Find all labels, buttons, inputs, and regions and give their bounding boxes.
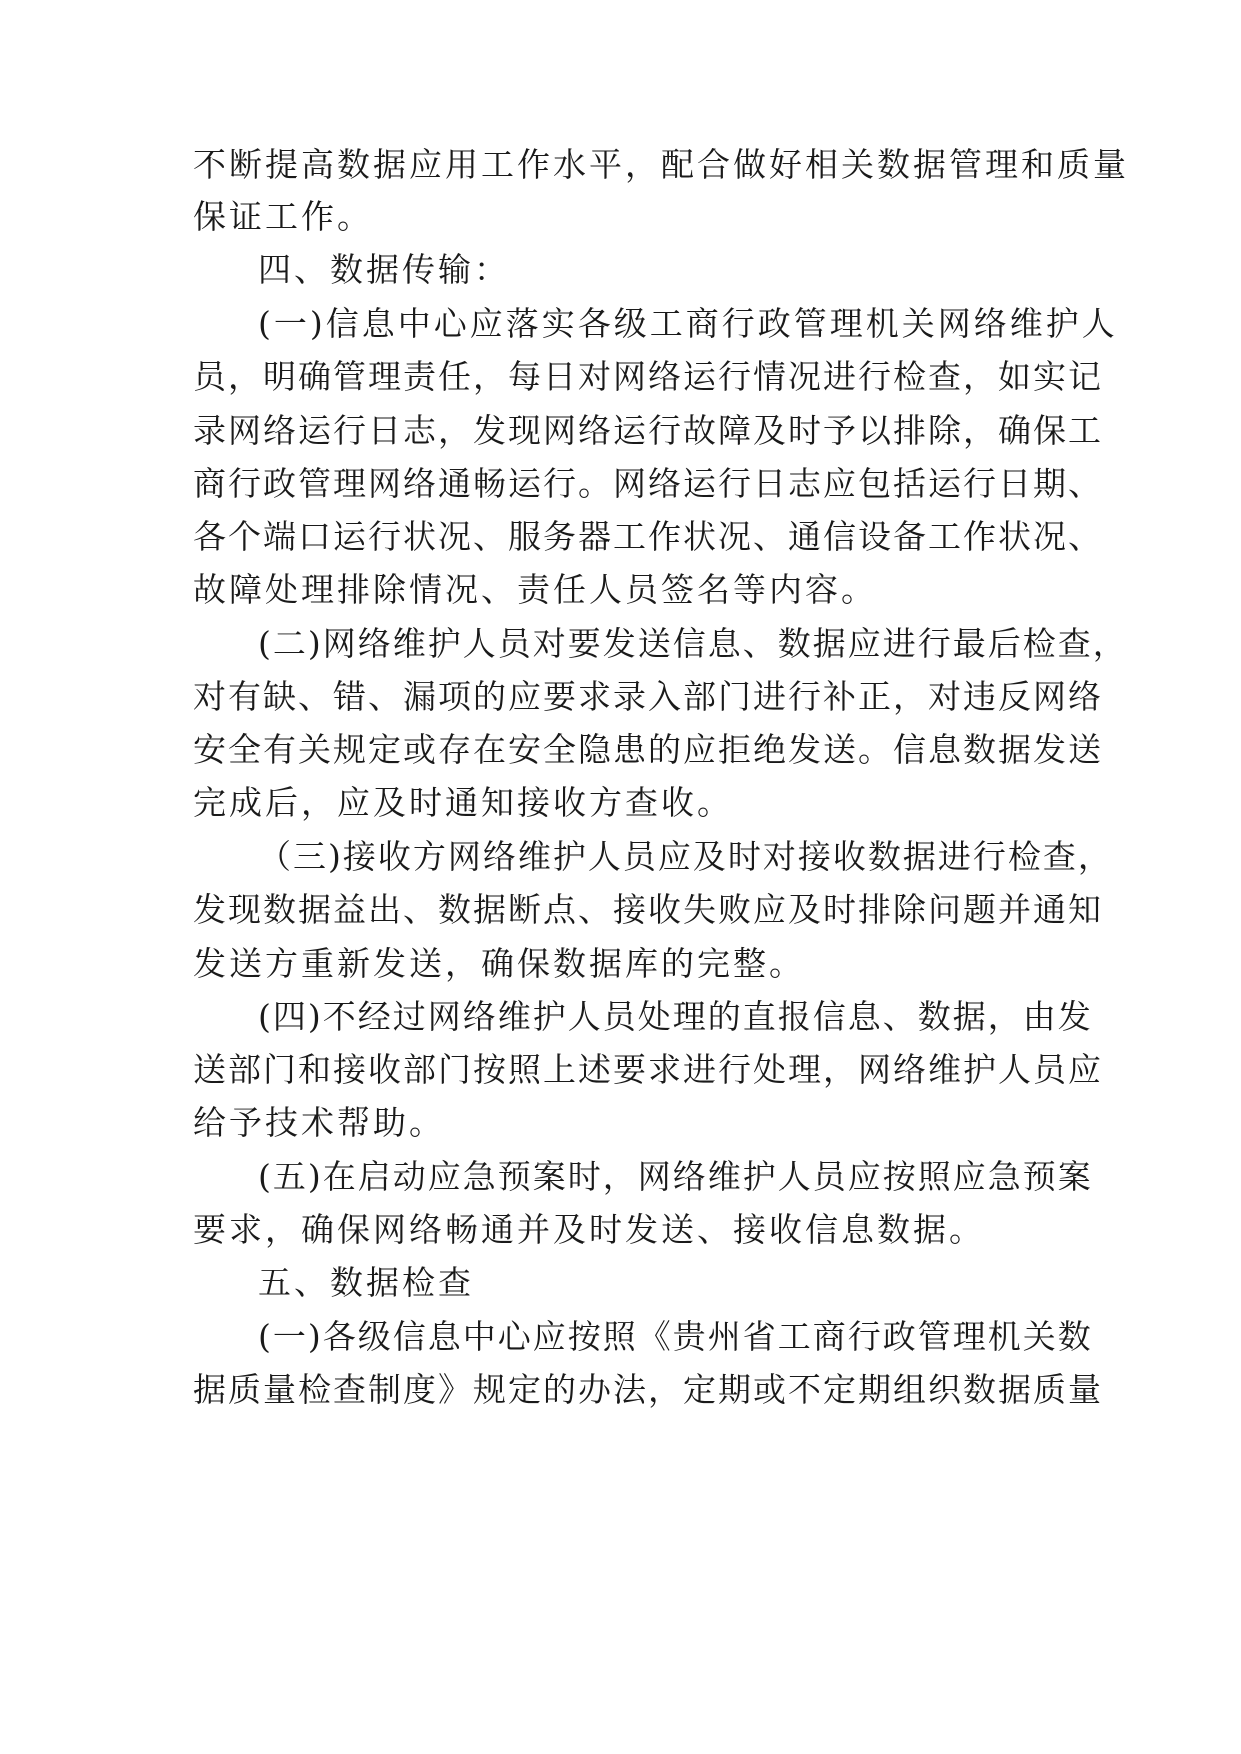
text-line: 完成后，应及时通知接收方查收。 (193, 783, 733, 822)
text-line: 要求，确保网络畅通并及时发送、接收信息数据。 (193, 1210, 985, 1249)
text-line: 故障处理排除情况、责任人员签名等内容。 (193, 570, 877, 609)
paragraph-start: （三)接收方网络维护人员应及时对接收数据进行检查， (258, 837, 1113, 876)
text-line: 商行政管理网络通畅运行。网络运行日志应包括运行日期、 (193, 464, 1103, 503)
paragraph-start: (四)不经过网络维护人员处理的直报信息、数据，由发 (258, 997, 1093, 1036)
text-line: 发送方重新发送，确保数据库的完整。 (193, 944, 805, 983)
text-line: 发现数据益出、数据断点、接收失败应及时排除问题并通知 (193, 890, 1103, 929)
text-line: 据质量检查制度》规定的办法，定期或不定期组织数据质量 (193, 1370, 1103, 1409)
text-line: 给予技术帮助。 (193, 1103, 445, 1142)
paragraph-start: (一)信息中心应落实各级工商行政管理机关网络维护人 (258, 304, 1118, 343)
text-line: 各个端口运行状况、服务器工作状况、通信设备工作状况、 (193, 517, 1103, 556)
text-line: 安全有关规定或存在安全隐患的应拒绝发送。信息数据发送 (193, 730, 1103, 769)
paragraph-start: (一)各级信息中心应按照《贵州省工商行政管理机关数 (258, 1317, 1093, 1356)
text-line: 送部门和接收部门按照上述要求进行处理，网络维护人员应 (193, 1050, 1103, 1089)
section-heading: 五、数据检查 (258, 1263, 474, 1302)
text-line: 保证工作。 (193, 197, 373, 236)
text-line: 录网络运行日志，发现网络运行故障及时予以排除，确保工 (193, 411, 1103, 450)
section-heading: 四、数据传输： (258, 250, 510, 289)
paragraph-start: (五)在启动应急预案时，网络维护人员应按照应急预案 (258, 1157, 1093, 1196)
paragraph-start: (二)网络维护人员对要发送信息、数据应进行最后检查， (258, 624, 1128, 663)
text-line: 对有缺、错、漏项的应要求录入部门进行补正，对违反网络 (193, 677, 1103, 716)
text-line: 员，明确管理责任，每日对网络运行情况进行检查，如实记 (193, 357, 1103, 396)
text-line: 不断提高数据应用工作水平，配合做好相关数据管理和质量 (193, 145, 1129, 184)
